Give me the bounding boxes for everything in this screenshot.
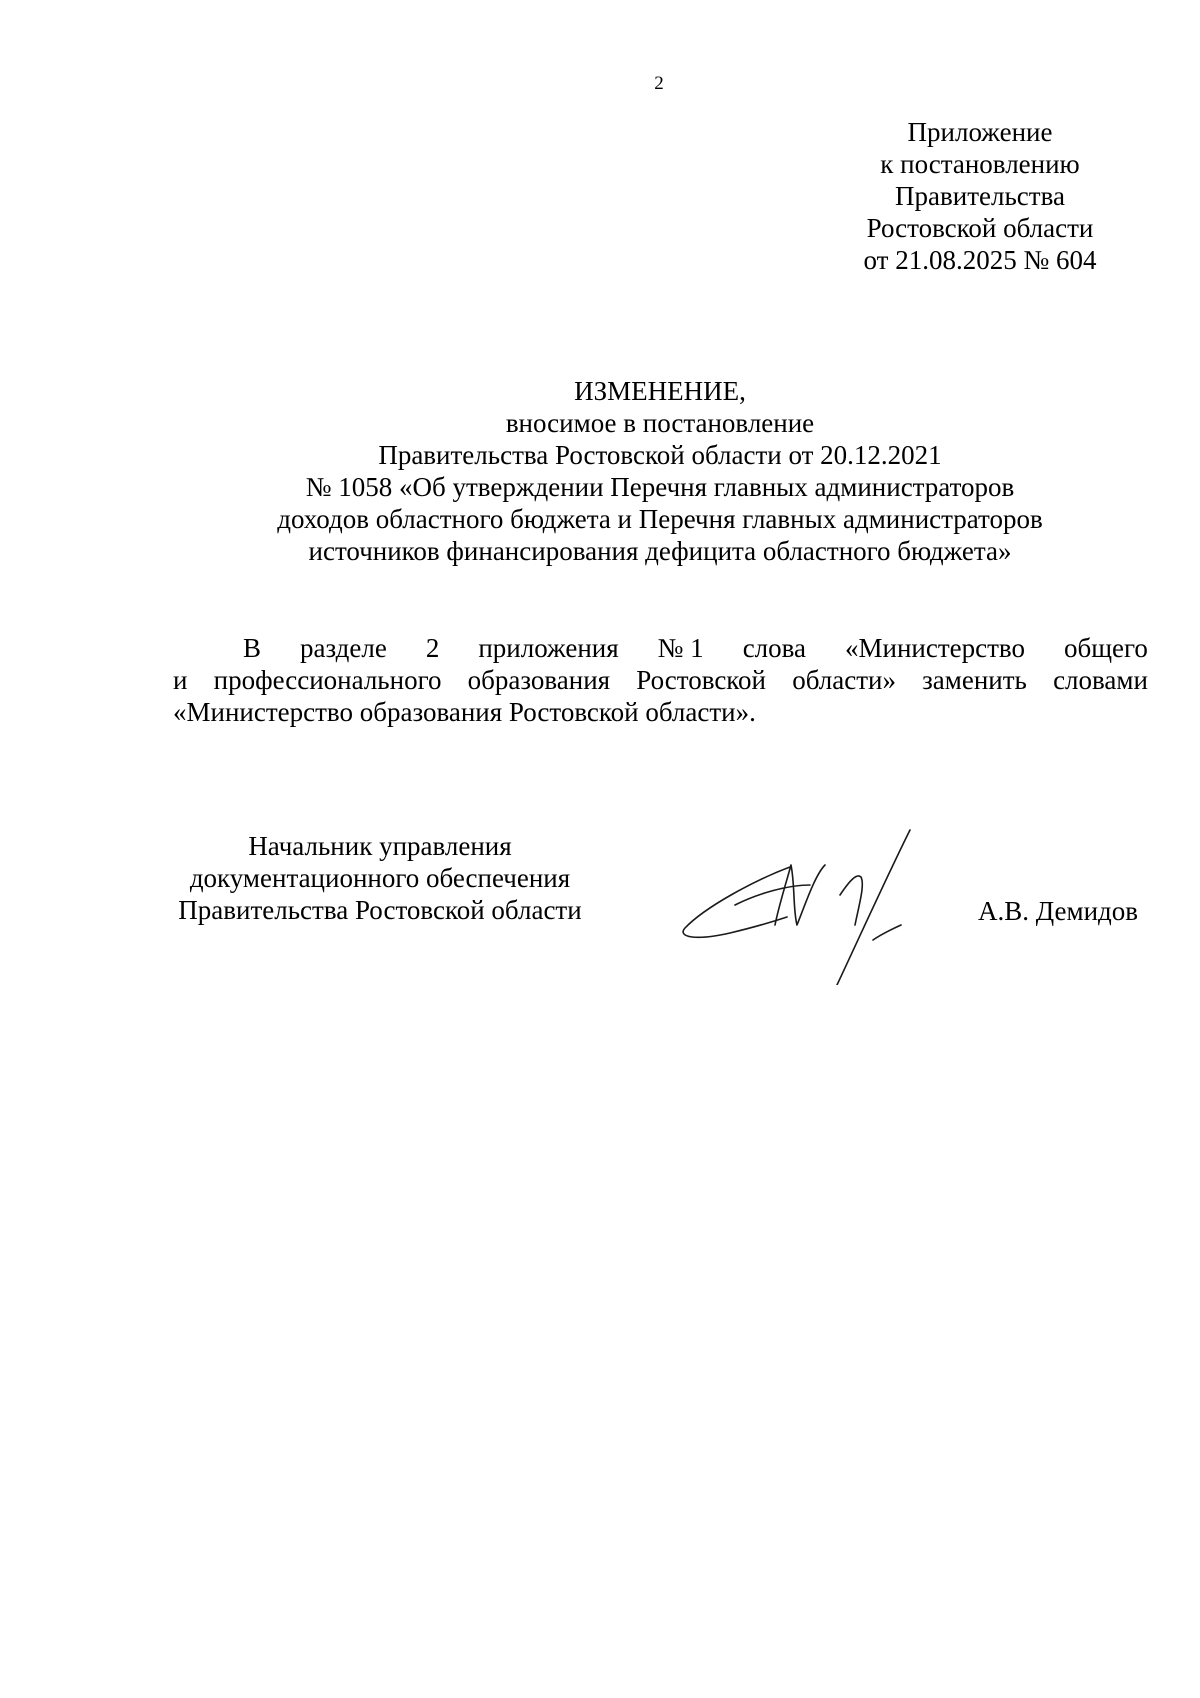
body-line-2 — [173, 664, 1148, 696]
position-line: Правительства Ростовской области — [178, 895, 582, 925]
body-paragraph — [173, 632, 1148, 728]
handwritten-signature — [675, 825, 960, 985]
signer-name: А.В. Демидов — [978, 896, 1139, 926]
title-line: источников финансирования дефицита областного бюджета» — [308, 536, 1012, 566]
body-word: заменить — [922, 665, 1027, 695]
title-line: Правительства Ростовской области от 20.12.2021 — [378, 440, 942, 470]
appendix-line: к постановлению — [880, 149, 1080, 179]
appendix-line: Ростовской области — [866, 213, 1094, 243]
body-word: словами — [1053, 665, 1148, 695]
body-word: общего — [1064, 633, 1148, 663]
position-line: документационного обеспечения — [189, 863, 571, 893]
appendix-line: Правительства — [895, 181, 1065, 211]
body-line-3: «Министерство образования Ростовской области». — [173, 697, 756, 727]
body-word: «Министерство — [845, 633, 1026, 663]
appendix-line: от 21.08.2025 № 604 — [863, 245, 1097, 275]
body-word: образования — [467, 665, 611, 695]
body-word: В — [243, 633, 262, 663]
document-title — [180, 375, 1140, 567]
title-line: № 1058 «Об утверждении Перечня главных администраторов — [305, 472, 1015, 502]
body-word: № 1 — [657, 633, 704, 663]
body-word: области» — [792, 665, 896, 695]
body-word: и — [173, 665, 188, 695]
body-line-1 — [173, 632, 1148, 664]
body-word: приложения — [478, 633, 619, 663]
title-heading: ИЗМЕНЕНИЕ, — [574, 376, 746, 406]
body-word: слова — [742, 633, 807, 663]
body-word: разделе — [300, 633, 387, 663]
title-line: доходов областного бюджета и Перечня главных администраторов — [277, 504, 1043, 534]
signatory-position — [165, 830, 595, 926]
body-word: профессионального — [213, 665, 442, 695]
position-line: Начальник управления — [248, 831, 512, 861]
appendix-header — [850, 116, 1110, 276]
appendix-line: Приложение — [907, 117, 1053, 147]
title-line: вносимое в постановление — [505, 408, 815, 438]
body-word: Ростовской — [636, 665, 766, 695]
body-word: 2 — [425, 633, 440, 663]
page-number: 2 — [654, 73, 664, 94]
